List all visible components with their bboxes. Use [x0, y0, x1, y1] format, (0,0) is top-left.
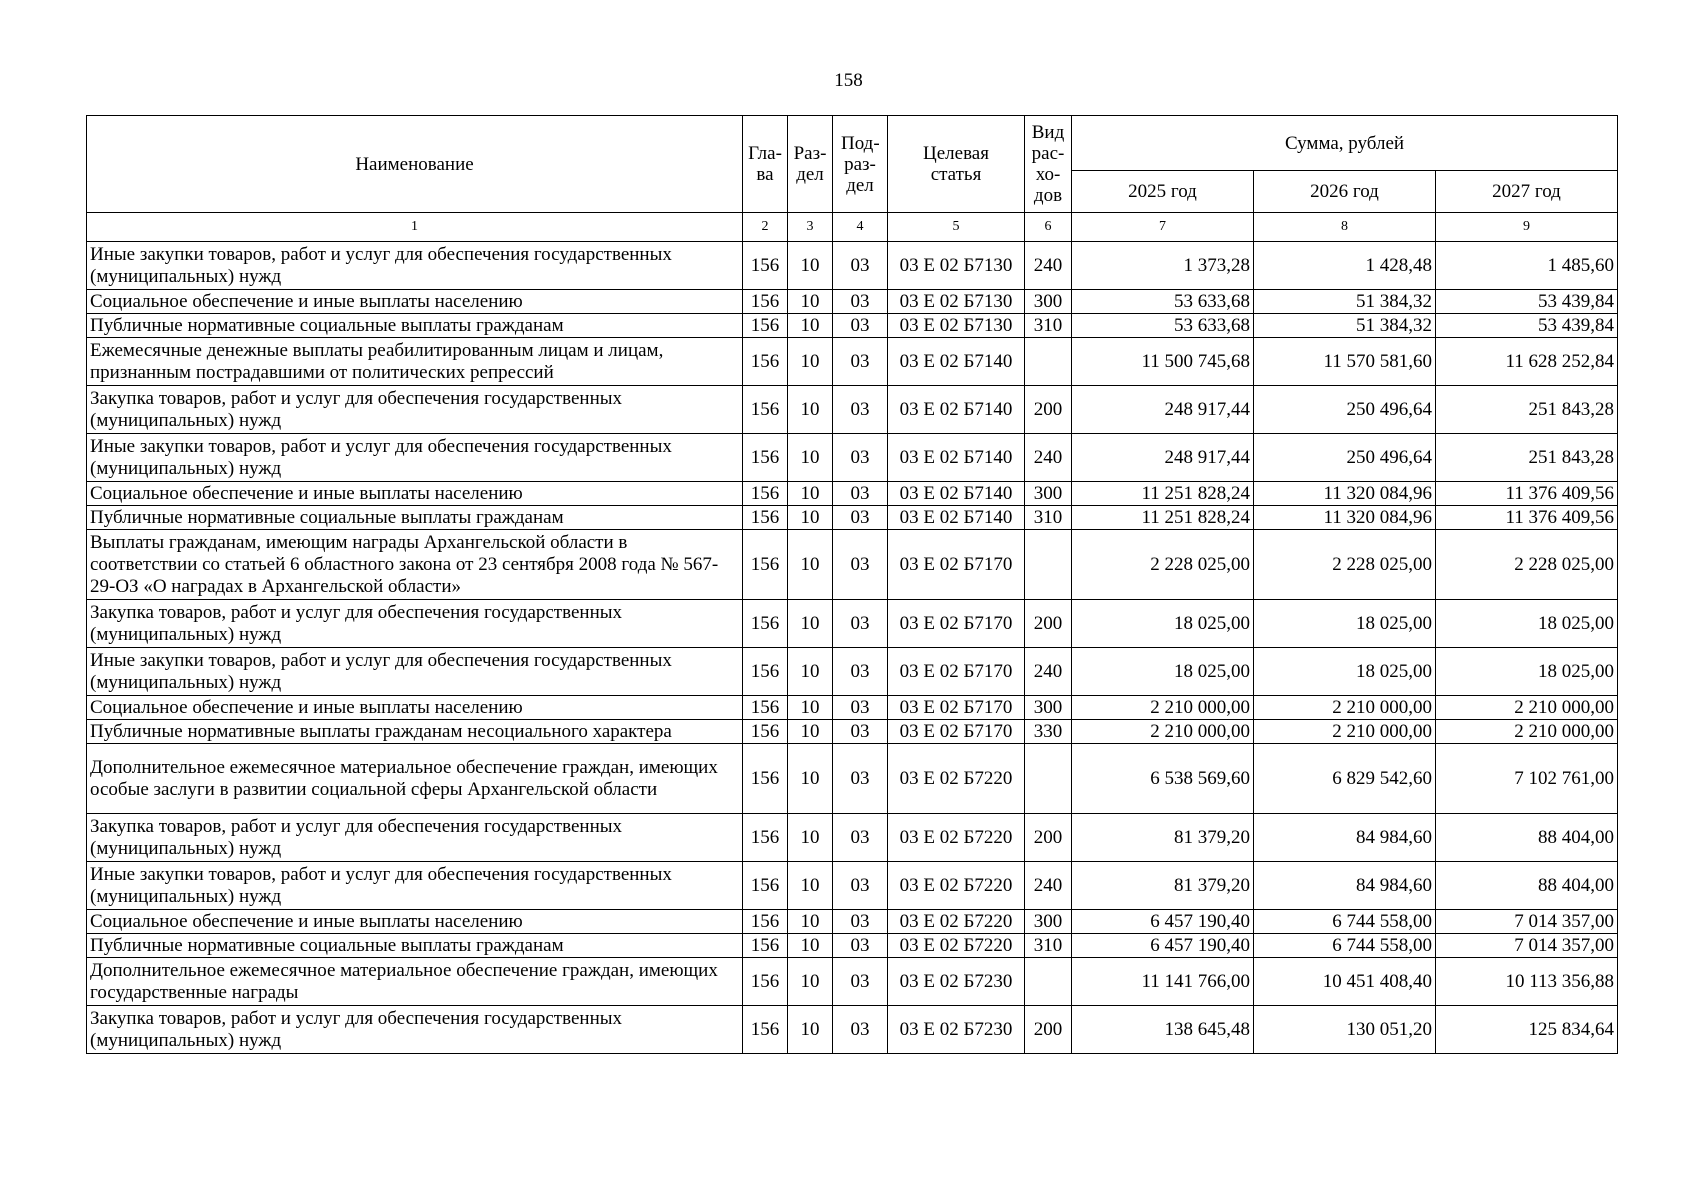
table-row	[87, 934, 1618, 958]
header-celevaya-statya: Целевая статья	[888, 116, 1025, 213]
row-vid-rashodov: 310	[1025, 506, 1072, 530]
row-vid-rashodov: 300	[1025, 696, 1072, 720]
row-podrazdel: 03	[833, 506, 888, 530]
column-number: 4	[833, 213, 888, 242]
row-amount-2027: 125 834,64	[1436, 1006, 1618, 1054]
row-celevaya-statya: 03 Е 02 Б7170	[888, 720, 1025, 744]
row-amount-2026: 6 744 558,00	[1254, 934, 1436, 958]
row-razdel: 10	[788, 482, 833, 506]
row-glava: 156	[743, 434, 788, 482]
row-amount-2026: 2 210 000,00	[1254, 720, 1436, 744]
row-amount-2025: 6 457 190,40	[1072, 934, 1254, 958]
row-vid-rashodov: 240	[1025, 434, 1072, 482]
row-celevaya-statya: 03 Е 02 Б7140	[888, 338, 1025, 386]
row-amount-2026: 6 829 542,60	[1254, 744, 1436, 814]
column-number: 5	[888, 213, 1025, 242]
page-number: 158	[834, 70, 863, 91]
row-amount-2027: 251 843,28	[1436, 434, 1618, 482]
row-amount-2026: 84 984,60	[1254, 862, 1436, 910]
column-number: 1	[87, 213, 743, 242]
table-row	[87, 482, 1618, 506]
row-amount-2027: 53 439,84	[1436, 290, 1618, 314]
row-vid-rashodov	[1025, 338, 1072, 386]
row-name: Публичные нормативные выплаты гражданам несоциального характера	[87, 720, 743, 744]
row-amount-2025: 2 228 025,00	[1072, 530, 1254, 600]
row-amount-2026: 11 320 084,96	[1254, 506, 1436, 530]
row-vid-rashodov: 300	[1025, 910, 1072, 934]
row-amount-2027: 7 014 357,00	[1436, 934, 1618, 958]
row-amount-2025: 248 917,44	[1072, 386, 1254, 434]
row-amount-2027: 251 843,28	[1436, 386, 1618, 434]
row-glava: 156	[743, 600, 788, 648]
table-row	[87, 720, 1618, 744]
row-vid-rashodov: 300	[1025, 290, 1072, 314]
row-amount-2025: 138 645,48	[1072, 1006, 1254, 1054]
row-glava: 156	[743, 1006, 788, 1054]
row-amount-2026: 2 228 025,00	[1254, 530, 1436, 600]
row-vid-rashodov	[1025, 958, 1072, 1006]
row-celevaya-statya: 03 Е 02 Б7140	[888, 506, 1025, 530]
row-name: Иные закупки товаров, работ и услуг для обеспечения государственных (муниципальных) нужд	[87, 434, 743, 482]
table-row	[87, 386, 1618, 434]
row-podrazdel: 03	[833, 648, 888, 696]
row-amount-2025: 6 538 569,60	[1072, 744, 1254, 814]
header-razdel: Раз-дел	[788, 116, 833, 213]
row-razdel: 10	[788, 910, 833, 934]
table-row	[87, 434, 1618, 482]
row-amount-2027: 11 376 409,56	[1436, 482, 1618, 506]
row-podrazdel: 03	[833, 434, 888, 482]
row-amount-2025: 18 025,00	[1072, 648, 1254, 696]
row-glava: 156	[743, 530, 788, 600]
header-year-2027: 2027 год	[1436, 171, 1618, 213]
row-podrazdel: 03	[833, 862, 888, 910]
row-razdel: 10	[788, 958, 833, 1006]
row-name: Ежемесячные денежные выплаты реабилитированным лицам и лицам, признанным пострадавшими от политических репрессий	[87, 338, 743, 386]
row-amount-2026: 1 428,48	[1254, 242, 1436, 290]
row-razdel: 10	[788, 814, 833, 862]
row-glava: 156	[743, 242, 788, 290]
row-name: Иные закупки товаров, работ и услуг для обеспечения государственных (муниципальных) нужд	[87, 862, 743, 910]
row-vid-rashodov	[1025, 744, 1072, 814]
table-row	[87, 648, 1618, 696]
row-amount-2025: 2 210 000,00	[1072, 720, 1254, 744]
row-celevaya-statya: 03 Е 02 Б7230	[888, 1006, 1025, 1054]
header-name: Наименование	[87, 116, 743, 213]
budget-table	[86, 115, 1618, 1054]
row-amount-2026: 250 496,64	[1254, 434, 1436, 482]
row-podrazdel: 03	[833, 600, 888, 648]
column-number: 8	[1254, 213, 1436, 242]
row-vid-rashodov: 240	[1025, 648, 1072, 696]
table-row	[87, 958, 1618, 1006]
row-name: Дополнительное ежемесячное материальное обеспечение граждан, имеющих государственные награды	[87, 958, 743, 1006]
row-celevaya-statya: 03 Е 02 Б7140	[888, 482, 1025, 506]
header-glava: Гла-ва	[743, 116, 788, 213]
row-glava: 156	[743, 958, 788, 1006]
column-number: 9	[1436, 213, 1618, 242]
row-amount-2026: 130 051,20	[1254, 1006, 1436, 1054]
row-name: Закупка товаров, работ и услуг для обеспечения государственных (муниципальных) нужд	[87, 386, 743, 434]
row-podrazdel: 03	[833, 290, 888, 314]
row-name: Публичные нормативные социальные выплаты гражданам	[87, 314, 743, 338]
row-podrazdel: 03	[833, 386, 888, 434]
row-glava: 156	[743, 862, 788, 910]
row-name: Закупка товаров, работ и услуг для обеспечения государственных (муниципальных) нужд	[87, 814, 743, 862]
row-razdel: 10	[788, 720, 833, 744]
table-row	[87, 814, 1618, 862]
row-amount-2027: 2 210 000,00	[1436, 720, 1618, 744]
table-row	[87, 338, 1618, 386]
row-name: Дополнительное ежемесячное материальное обеспечение граждан, имеющих особые заслуги в развитии социальной сферы Архангельской области	[87, 744, 743, 814]
row-glava: 156	[743, 696, 788, 720]
row-podrazdel: 03	[833, 934, 888, 958]
row-podrazdel: 03	[833, 696, 888, 720]
row-amount-2025: 81 379,20	[1072, 862, 1254, 910]
row-amount-2027: 11 628 252,84	[1436, 338, 1618, 386]
row-vid-rashodov: 310	[1025, 934, 1072, 958]
row-vid-rashodov: 200	[1025, 600, 1072, 648]
row-amount-2027: 7 014 357,00	[1436, 910, 1618, 934]
row-amount-2025: 53 633,68	[1072, 290, 1254, 314]
row-celevaya-statya: 03 Е 02 Б7130	[888, 314, 1025, 338]
row-glava: 156	[743, 338, 788, 386]
row-amount-2027: 18 025,00	[1436, 648, 1618, 696]
row-celevaya-statya: 03 Е 02 Б7170	[888, 530, 1025, 600]
column-number: 7	[1072, 213, 1254, 242]
row-celevaya-statya: 03 Е 02 Б7220	[888, 744, 1025, 814]
column-number-row	[87, 213, 1618, 242]
row-name: Иные закупки товаров, работ и услуг для обеспечения государственных (муниципальных) нужд	[87, 648, 743, 696]
row-glava: 156	[743, 314, 788, 338]
column-number: 3	[788, 213, 833, 242]
row-name: Иные закупки товаров, работ и услуг для обеспечения государственных (муниципальных) нужд	[87, 242, 743, 290]
row-amount-2026: 18 025,00	[1254, 600, 1436, 648]
row-amount-2027: 2 210 000,00	[1436, 696, 1618, 720]
row-podrazdel: 03	[833, 530, 888, 600]
header-year-2025: 2025 год	[1072, 171, 1254, 213]
row-amount-2026: 2 210 000,00	[1254, 696, 1436, 720]
row-amount-2026: 11 320 084,96	[1254, 482, 1436, 506]
row-name: Социальное обеспечение и иные выплаты населению	[87, 482, 743, 506]
row-vid-rashodov: 240	[1025, 862, 1072, 910]
row-celevaya-statya: 03 Е 02 Б7130	[888, 290, 1025, 314]
row-amount-2026: 250 496,64	[1254, 386, 1436, 434]
table-row	[87, 242, 1618, 290]
row-glava: 156	[743, 506, 788, 530]
header-summa: Сумма, рублей	[1072, 116, 1618, 171]
row-amount-2026: 51 384,32	[1254, 314, 1436, 338]
column-number: 6	[1025, 213, 1072, 242]
row-amount-2027: 88 404,00	[1436, 814, 1618, 862]
row-podrazdel: 03	[833, 814, 888, 862]
row-glava: 156	[743, 720, 788, 744]
header-vid-rashodov: Вид рас-хо-дов	[1025, 116, 1072, 213]
row-amount-2027: 1 485,60	[1436, 242, 1618, 290]
row-amount-2025: 53 633,68	[1072, 314, 1254, 338]
table-row	[87, 530, 1618, 600]
row-razdel: 10	[788, 648, 833, 696]
table-row	[87, 600, 1618, 648]
row-vid-rashodov: 240	[1025, 242, 1072, 290]
table-row	[87, 696, 1618, 720]
row-amount-2026: 11 570 581,60	[1254, 338, 1436, 386]
row-name: Социальное обеспечение и иные выплаты населению	[87, 696, 743, 720]
row-amount-2025: 2 210 000,00	[1072, 696, 1254, 720]
row-razdel: 10	[788, 338, 833, 386]
table-row	[87, 1006, 1618, 1054]
row-name: Выплаты гражданам, имеющим награды Архангельской области в соответствии со статьей 6 областного закона от 23 сентября 2008 года № 567-29-ОЗ «О наградах в Архангельской области»	[87, 530, 743, 600]
row-podrazdel: 03	[833, 242, 888, 290]
row-glava: 156	[743, 386, 788, 434]
row-celevaya-statya: 03 Е 02 Б7140	[888, 434, 1025, 482]
row-glava: 156	[743, 482, 788, 506]
row-vid-rashodov: 300	[1025, 482, 1072, 506]
header-year-2026: 2026 год	[1254, 171, 1436, 213]
row-glava: 156	[743, 290, 788, 314]
row-razdel: 10	[788, 1006, 833, 1054]
row-name: Закупка товаров, работ и услуг для обеспечения государственных (муниципальных) нужд	[87, 1006, 743, 1054]
row-amount-2026: 51 384,32	[1254, 290, 1436, 314]
row-razdel: 10	[788, 386, 833, 434]
row-celevaya-statya: 03 Е 02 Б7170	[888, 696, 1025, 720]
table-row	[87, 910, 1618, 934]
row-vid-rashodov: 200	[1025, 1006, 1072, 1054]
row-glava: 156	[743, 814, 788, 862]
row-amount-2027: 2 228 025,00	[1436, 530, 1618, 600]
row-razdel: 10	[788, 242, 833, 290]
row-amount-2026: 18 025,00	[1254, 648, 1436, 696]
table-row	[87, 506, 1618, 530]
table-row	[87, 290, 1618, 314]
row-name: Социальное обеспечение и иные выплаты населению	[87, 290, 743, 314]
row-amount-2027: 7 102 761,00	[1436, 744, 1618, 814]
row-amount-2025: 11 141 766,00	[1072, 958, 1254, 1006]
header-podrazdel: Под-раз-дел	[833, 116, 888, 213]
row-razdel: 10	[788, 934, 833, 958]
column-number: 2	[743, 213, 788, 242]
row-amount-2025: 248 917,44	[1072, 434, 1254, 482]
row-podrazdel: 03	[833, 314, 888, 338]
row-razdel: 10	[788, 530, 833, 600]
row-celevaya-statya: 03 Е 02 Б7230	[888, 958, 1025, 1006]
row-razdel: 10	[788, 600, 833, 648]
row-podrazdel: 03	[833, 1006, 888, 1054]
row-podrazdel: 03	[833, 910, 888, 934]
row-vid-rashodov: 200	[1025, 386, 1072, 434]
row-name: Публичные нормативные социальные выплаты гражданам	[87, 934, 743, 958]
row-razdel: 10	[788, 434, 833, 482]
row-celevaya-statya: 03 Е 02 Б7220	[888, 814, 1025, 862]
row-glava: 156	[743, 648, 788, 696]
row-podrazdel: 03	[833, 744, 888, 814]
row-razdel: 10	[788, 314, 833, 338]
row-amount-2025: 11 251 828,24	[1072, 482, 1254, 506]
row-amount-2027: 11 376 409,56	[1436, 506, 1618, 530]
row-amount-2027: 88 404,00	[1436, 862, 1618, 910]
row-celevaya-statya: 03 Е 02 Б7170	[888, 648, 1025, 696]
row-vid-rashodov: 330	[1025, 720, 1072, 744]
row-podrazdel: 03	[833, 482, 888, 506]
row-celevaya-statya: 03 Е 02 Б7140	[888, 386, 1025, 434]
row-celevaya-statya: 03 Е 02 Б7170	[888, 600, 1025, 648]
row-celevaya-statya: 03 Е 02 Б7220	[888, 862, 1025, 910]
row-amount-2026: 6 744 558,00	[1254, 910, 1436, 934]
row-glava: 156	[743, 934, 788, 958]
row-amount-2025: 6 457 190,40	[1072, 910, 1254, 934]
row-podrazdel: 03	[833, 720, 888, 744]
row-amount-2026: 84 984,60	[1254, 814, 1436, 862]
table-row	[87, 862, 1618, 910]
row-amount-2027: 18 025,00	[1436, 600, 1618, 648]
row-amount-2026: 10 451 408,40	[1254, 958, 1436, 1006]
row-amount-2027: 53 439,84	[1436, 314, 1618, 338]
row-celevaya-statya: 03 Е 02 Б7220	[888, 934, 1025, 958]
row-name: Социальное обеспечение и иные выплаты населению	[87, 910, 743, 934]
row-razdel: 10	[788, 744, 833, 814]
row-celevaya-statya: 03 Е 02 Б7220	[888, 910, 1025, 934]
row-razdel: 10	[788, 506, 833, 530]
table-row	[87, 314, 1618, 338]
row-amount-2025: 81 379,20	[1072, 814, 1254, 862]
row-amount-2025: 11 500 745,68	[1072, 338, 1254, 386]
row-vid-rashodov: 200	[1025, 814, 1072, 862]
row-amount-2025: 11 251 828,24	[1072, 506, 1254, 530]
row-podrazdel: 03	[833, 958, 888, 1006]
row-glava: 156	[743, 910, 788, 934]
row-name: Публичные нормативные социальные выплаты гражданам	[87, 506, 743, 530]
row-celevaya-statya: 03 Е 02 Б7130	[888, 242, 1025, 290]
row-amount-2025: 1 373,28	[1072, 242, 1254, 290]
row-amount-2027: 10 113 356,88	[1436, 958, 1618, 1006]
row-vid-rashodov: 310	[1025, 314, 1072, 338]
row-razdel: 10	[788, 696, 833, 720]
row-vid-rashodov	[1025, 530, 1072, 600]
row-glava: 156	[743, 744, 788, 814]
row-podrazdel: 03	[833, 338, 888, 386]
row-razdel: 10	[788, 862, 833, 910]
row-razdel: 10	[788, 290, 833, 314]
row-name: Закупка товаров, работ и услуг для обеспечения государственных (муниципальных) нужд	[87, 600, 743, 648]
row-amount-2025: 18 025,00	[1072, 600, 1254, 648]
table-body	[87, 213, 1618, 1054]
table-row	[87, 744, 1618, 814]
